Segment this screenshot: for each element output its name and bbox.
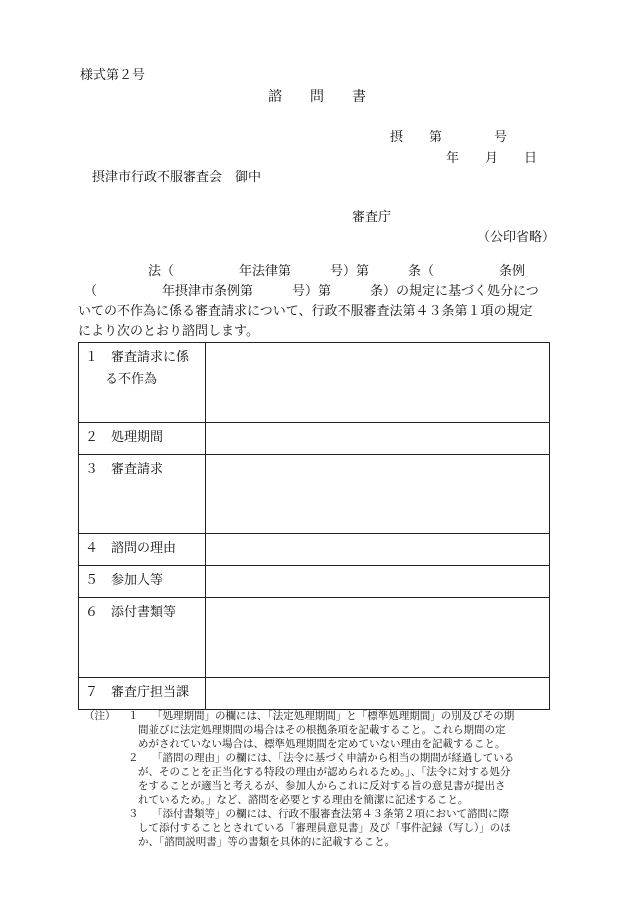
value-cell-participants[interactable] — [206, 566, 550, 598]
date-text: 年 月 日 — [446, 151, 538, 166]
value-cell-department[interactable] — [206, 678, 550, 710]
seal-note: （公印省略） — [477, 230, 556, 245]
row-label-line: る不作為 — [105, 372, 158, 387]
intro-line: により次のとおり諮問します。 — [78, 324, 259, 339]
note-line: が、そのことを正当化する特段の理由が認められるため。」、「法令に対する処分 — [138, 766, 511, 778]
row-label-line: ７ 審査庁担当課 — [85, 685, 190, 700]
intro-line: いての不作為に係る審査請求について、行政不服審査法第４３条第１項の規定 — [78, 304, 533, 319]
value-cell-review-request[interactable] — [206, 455, 550, 534]
document-date — [446, 147, 537, 166]
table-row — [79, 534, 550, 566]
table-row — [79, 455, 550, 534]
row-label — [79, 455, 206, 534]
document-number — [390, 126, 507, 145]
row-label-line: ３ 審査請求 — [85, 462, 164, 477]
table-row — [79, 678, 550, 710]
note-line: 間並びに法定処理期間の場合はその根拠条項を記載すること。これら期間の定 — [138, 724, 506, 736]
note-number: ２ — [128, 752, 139, 764]
note-line: 「処理期間」の欄には、「法定処理期間」と「標準処理期間」の別及びその期 — [152, 710, 515, 722]
value-cell-attachments[interactable] — [206, 598, 550, 678]
note-number: １ — [128, 710, 139, 722]
row-label — [79, 534, 206, 566]
note-line: 「添付書類等」の欄には、行政不服審査法第４３条第２項において諮問に際 — [152, 808, 509, 820]
doc-number-text: 摂 第 号 — [390, 130, 508, 145]
note-line: をすることが適当と考えるが、参加人からこれに反対する旨の意見書が提出さ — [138, 780, 506, 792]
row-label — [79, 423, 206, 455]
table-row — [79, 598, 550, 678]
intro-line: （ 年摂津市条例第 号）第 条）の規定に基づく処分につ — [84, 284, 539, 299]
intro-paragraph — [78, 262, 539, 342]
row-label — [79, 678, 206, 710]
inquiry-table — [78, 342, 550, 710]
intro-line: 法（ 年法律第 号）第 条（ 条例 — [148, 264, 526, 279]
row-label-line: ２ 処理期間 — [85, 430, 164, 445]
value-cell-nonaction[interactable] — [206, 343, 550, 423]
value-cell-inquiry-reason[interactable] — [206, 534, 550, 566]
row-label — [79, 598, 206, 678]
agency-label: 審査庁 — [352, 210, 392, 225]
row-label-line: ６ 添付書類等 — [85, 605, 177, 620]
row-label-line: ５ 参加人等 — [85, 573, 164, 588]
addressee: 摂津市行政不服審査会 御中 — [92, 170, 262, 185]
form-label: 様式第２号 — [80, 68, 146, 83]
row-label — [79, 566, 206, 598]
table-row — [79, 343, 550, 423]
row-label-line: １ 審査請求に係 — [85, 350, 190, 365]
table-row — [79, 566, 550, 598]
note-number: ３ — [128, 808, 139, 820]
row-label-line: ４ 諮問の理由 — [85, 541, 177, 556]
table-row — [79, 423, 550, 455]
row-label — [79, 343, 206, 423]
value-cell-processing-period[interactable] — [206, 423, 550, 455]
note-line: して添付することとされている「審理員意見書」及び「事件記録（写し）」のほ — [138, 822, 511, 834]
note-line: 「諮問の理由」の欄には、「法令に基づく申請から相当の期間が経過している — [152, 752, 515, 764]
notes-heading: （注） — [84, 710, 116, 722]
note-line: れているため。」など、諮問を必要とする理由を簡潔に記述すること。 — [138, 794, 469, 806]
document-title: 諮 問 書 — [268, 89, 366, 105]
note-line: めがされていない場合は、標準処理期間を定めていない理由を記載すること。 — [138, 738, 506, 750]
note-line: か、「諮問説明書」等の書類を具体的に記載すること。 — [138, 836, 396, 848]
